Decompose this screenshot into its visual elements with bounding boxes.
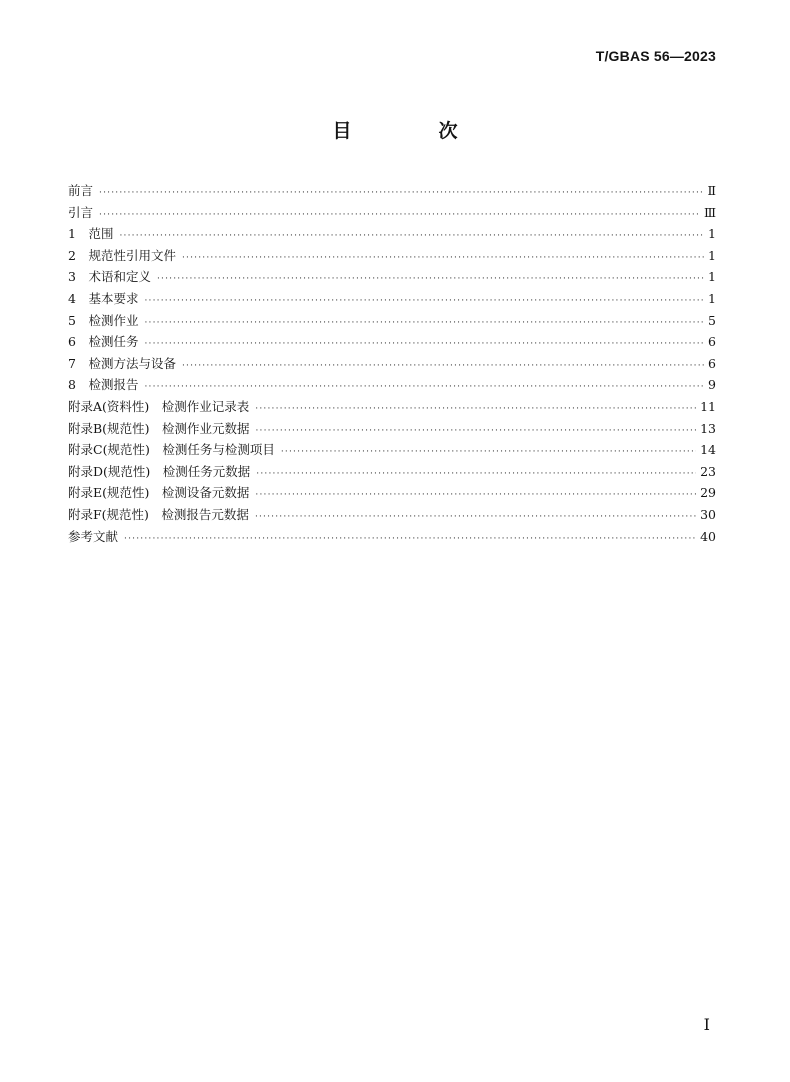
toc-entry-appendix-a[interactable] <box>68 397 716 419</box>
toc-entry-label: 6 检测任务 <box>68 334 139 350</box>
toc-entry-label: 8 检测报告 <box>68 377 139 393</box>
toc-leader-dots <box>255 512 696 522</box>
toc-leader-dots <box>99 210 700 220</box>
toc-entry-page: 40 <box>700 528 716 544</box>
toc-entry-appendix-c[interactable] <box>68 440 716 462</box>
toc-entry-label: 附录A(资料性) 检测作业记录表 <box>68 398 250 414</box>
toc-entry-appendix-d[interactable] <box>68 462 716 484</box>
toc-entry-section-7[interactable] <box>68 354 716 376</box>
toc-leader-dots <box>255 426 696 436</box>
toc-entry-page: 5 <box>708 312 716 328</box>
toc-entry-label: 2 规范性引用文件 <box>68 247 176 263</box>
toc-entry-page: 6 <box>708 334 716 350</box>
toc-entry-section-5[interactable] <box>68 311 716 333</box>
toc-entry-section-4[interactable] <box>68 289 716 311</box>
toc-entry-label: 附录E(规范性) 检测设备元数据 <box>68 485 250 501</box>
toc-leader-dots <box>119 231 704 241</box>
toc-entry-section-3[interactable] <box>68 267 716 289</box>
toc-entry-introduction[interactable] <box>68 203 716 225</box>
toc-entry-label: 引言 <box>68 204 94 220</box>
toc-leader-dots <box>144 318 704 328</box>
toc-entry-section-2[interactable] <box>68 246 716 268</box>
toc-leader-dots <box>182 361 704 371</box>
toc-entry-label: 3 术语和定义 <box>68 269 151 285</box>
toc-entry-page: 1 <box>708 290 716 306</box>
toc-entry-label: 参考文献 <box>68 528 119 544</box>
toc-entry-section-6[interactable] <box>68 332 716 354</box>
toc-entry-bibliography[interactable] <box>68 527 716 549</box>
toc-leader-dots <box>124 534 696 544</box>
toc-entry-label: 附录D(规范性) 检测任务元数据 <box>68 463 251 479</box>
toc-entry-page: 1 <box>708 269 716 285</box>
toc-leader-dots <box>255 404 696 414</box>
toc-entry-label: 7 检测方法与设备 <box>68 355 176 371</box>
toc-entry-page: 6 <box>708 355 716 371</box>
toc-entry-label: 前言 <box>68 183 94 198</box>
toc-title: 目 次 <box>332 120 492 142</box>
toc-entry-label: 4 基本要求 <box>68 290 139 306</box>
toc-entry-label: 1 范围 <box>68 226 114 242</box>
toc-entry-page: 14 <box>700 442 716 458</box>
toc-entry-appendix-e[interactable] <box>68 483 716 505</box>
toc-leader-dots <box>144 339 704 349</box>
toc-leader-dots <box>144 296 704 306</box>
toc-entry-page: 11 <box>700 398 716 414</box>
toc-leader-dots <box>256 469 696 479</box>
toc-entry-preface[interactable] <box>68 181 716 203</box>
toc-entry-appendix-f[interactable] <box>68 505 716 527</box>
toc-entry-section-1[interactable] <box>68 224 716 246</box>
toc-entry-page: 1 <box>708 226 716 242</box>
toc-leader-dots <box>255 490 696 500</box>
toc-entry-page: 30 <box>700 506 716 522</box>
page-number: I <box>703 1015 710 1034</box>
toc-leader-dots <box>144 382 704 392</box>
toc-leader-dots <box>182 253 704 263</box>
toc-leader-dots <box>281 447 696 457</box>
toc-entry-page: 29 <box>700 485 716 501</box>
toc-entry-section-8[interactable] <box>68 375 716 397</box>
toc-entry-label: 附录B(规范性) 检测作业元数据 <box>68 420 250 436</box>
standard-number: T/GBAS 56—2023 <box>595 48 716 64</box>
toc-entry-page: Ⅲ <box>703 204 716 220</box>
toc-entry-page: 1 <box>708 247 716 263</box>
toc-entry-page: Ⅱ <box>707 183 716 198</box>
toc-entry-label: 5 检测作业 <box>68 312 139 328</box>
table-of-contents <box>68 181 716 548</box>
toc-entry-label: 附录F(规范性) 检测报告元数据 <box>68 506 249 522</box>
toc-entry-label: 附录C(规范性) 检测任务与检测项目 <box>68 442 275 458</box>
toc-entry-page: 23 <box>700 463 716 479</box>
toc-entry-page: 9 <box>708 377 716 393</box>
toc-leader-dots <box>157 274 704 284</box>
toc-entry-appendix-b[interactable] <box>68 419 716 441</box>
toc-leader-dots <box>99 188 703 198</box>
toc-entry-page: 13 <box>700 420 716 436</box>
